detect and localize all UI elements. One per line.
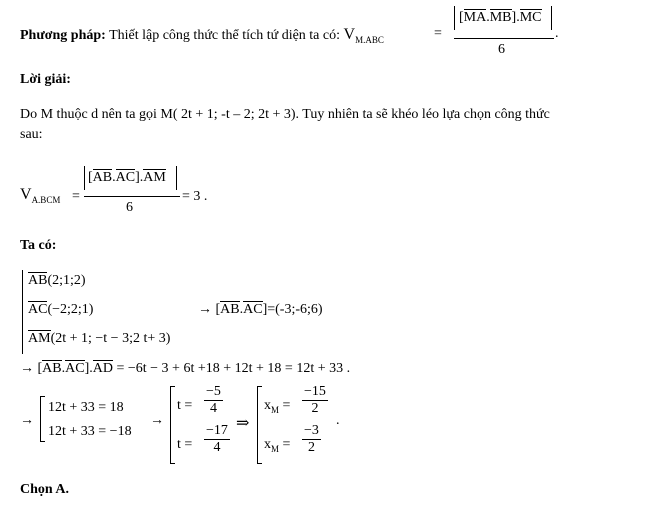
formula-denominator: 6 xyxy=(126,200,133,215)
t1-num: −5 xyxy=(206,384,221,399)
method-end: . xyxy=(555,26,559,41)
triple-expr: = −6t − 3 + 6t +18 + 12t + 18 = 12t + 33 . xyxy=(116,361,351,376)
triple-vec-ab: AB xyxy=(42,361,62,376)
solution-line1: Do M thuộc d nên ta gọi M( 2t + 1; -t – 2; 2t + 3). Tuy nhiên ta sẽ khéo léo lựa chọn công thức xyxy=(20,107,550,122)
formula-vec-ac: AC xyxy=(115,170,136,185)
method-eq: = xyxy=(434,26,442,41)
t2-label: t = xyxy=(177,437,193,452)
t2-num: −17 xyxy=(206,423,228,438)
method-fraction xyxy=(454,6,554,56)
method-vec-mc: MC xyxy=(519,10,542,25)
system-am-coords: (2t + 1; −t − 3;2 t+ 3) xyxy=(50,331,171,346)
solution-label: Lời giải: xyxy=(20,72,71,87)
method-vec-mb: MB xyxy=(489,10,512,25)
triple-vec-ac: AC xyxy=(65,361,85,376)
cases-arrow1: → xyxy=(20,413,34,428)
formula-fraction xyxy=(84,166,180,220)
x1-fraction xyxy=(302,384,328,417)
system-am xyxy=(28,331,170,347)
cases-eq2: 12t + 33 = −18 xyxy=(48,424,132,439)
x1-eq: = xyxy=(282,398,291,413)
method-numerator: [MA.MB].MC xyxy=(459,10,542,25)
cases-eq1: 12t + 33 = 18 xyxy=(48,400,124,415)
x1-letter: x xyxy=(264,398,271,413)
x2-label xyxy=(264,437,290,453)
t2-fraction xyxy=(204,423,230,456)
triple-vec-ad: AD xyxy=(92,361,113,376)
formula-dot1: . xyxy=(112,170,116,185)
triple-dot2: . xyxy=(89,361,93,376)
x2-num: −3 xyxy=(304,423,319,438)
x2-sub: M xyxy=(271,444,280,454)
cross-vec-ac: AC xyxy=(243,302,263,317)
arrow-icon: → xyxy=(20,361,34,376)
system-vec-am: AM xyxy=(28,331,51,346)
cases-arrow2: → xyxy=(150,413,164,428)
method-vec-ma: MA xyxy=(463,10,487,25)
x1-label xyxy=(264,398,290,414)
x2-letter: x xyxy=(264,437,271,452)
method-text: Thiết lập công thức thể tích tứ diện ta có: xyxy=(109,28,341,43)
solution-line2: sau: xyxy=(20,127,43,142)
answer: Chọn A. xyxy=(20,482,70,497)
method-dot2: . xyxy=(516,10,520,25)
cases-bracket3 xyxy=(257,386,262,464)
system-vec-ab: AB xyxy=(28,273,48,288)
system-ac xyxy=(28,302,93,318)
arrow-icon: → xyxy=(198,302,212,317)
x2-fraction xyxy=(302,423,321,456)
system-ac-coords: (−2;2;1) xyxy=(47,302,94,317)
implies-icon: ⇒ xyxy=(236,415,250,432)
formula-v-sub: A.BCM xyxy=(31,195,61,205)
method-v: V xyxy=(343,26,356,43)
x1-num: −15 xyxy=(304,384,326,399)
x2-eq: = xyxy=(282,437,291,452)
cross-dot: . xyxy=(239,302,244,317)
system-brace xyxy=(22,270,23,354)
formula-v xyxy=(20,186,60,204)
x2-den: 2 xyxy=(302,439,321,456)
formula-result: = 3 . xyxy=(182,189,208,204)
triple-dot1: . xyxy=(61,361,66,376)
cases-end: . xyxy=(336,413,340,428)
x1-sub: M xyxy=(271,405,280,415)
t2-den: 4 xyxy=(204,439,230,456)
formula-dot2: . xyxy=(139,170,144,185)
t1-den: 4 xyxy=(204,400,223,417)
formula-numerator: [AB.AC].AM xyxy=(88,170,166,185)
taco-label: Ta có: xyxy=(20,238,57,253)
system-cross: → [AB.AC]=(-3;-6;6) xyxy=(198,302,323,317)
method-v-sub: M.ABC xyxy=(355,35,384,45)
cases-bracket1 xyxy=(40,396,45,442)
system-ab xyxy=(28,273,86,289)
method-line xyxy=(20,26,384,44)
t1-label: t = xyxy=(177,398,193,413)
system-ab-coords: (2;1;2) xyxy=(47,273,86,288)
method-denominator: 6 xyxy=(498,42,505,57)
method-dot1: . xyxy=(486,10,490,25)
method-label: Phương pháp: xyxy=(20,28,106,43)
formula-eq: = xyxy=(72,189,80,204)
system-vec-ac: AC xyxy=(28,302,48,317)
x1-den: 2 xyxy=(302,400,328,417)
cross-vec-ab: AB xyxy=(220,302,240,317)
formula-vec-am: AM xyxy=(143,170,166,185)
cases-bracket2 xyxy=(170,386,175,464)
formula-v-letter: V xyxy=(20,186,32,203)
t1-fraction xyxy=(204,384,223,417)
cross-result: =(-3;-6;6) xyxy=(267,302,323,317)
formula-vec-ab: AB xyxy=(92,170,113,185)
triple-line: → [AB.AC].AD = −6t − 3 + 6t +18 + 12t + 18 = 12t + 33 . xyxy=(20,361,351,376)
